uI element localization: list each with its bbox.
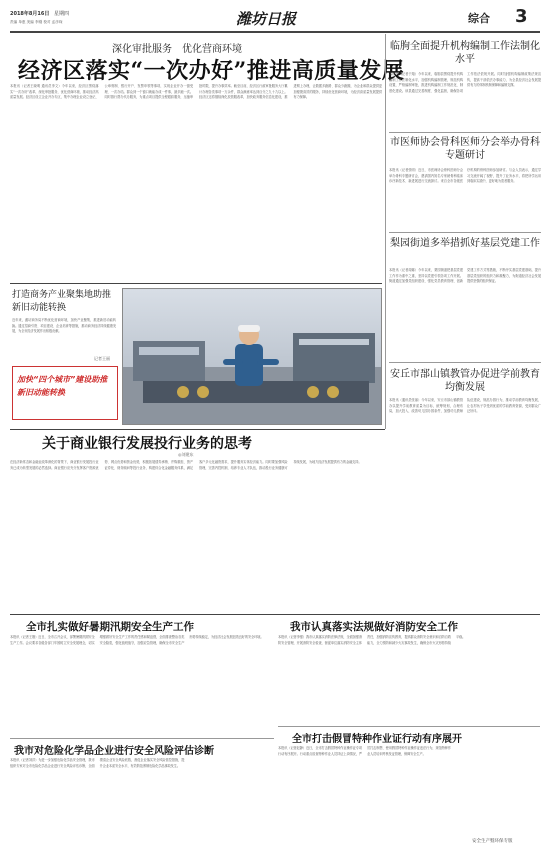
divider [389,232,541,233]
bottom-story-1-body: 本报讯（记者王刚）近日，全市召开会议，部署暑期汛期安全生产工作。会议要求各级各部门牢固树立安全发展理念，切实增强做好安全生产工作的责任感和紧迫感，全面排查整治各类安全隐患，强化值班值守，加强应急管理，确保全市安全生产形势持续稳定，为经济社会发展创造良好的安全环境。 [10,635,264,645]
right-story-2-body: 本报讯（记者张明）近日，市医师协会骨科医师分会举办骨科专题研讨会，邀请国内知名专家就骨科临床诊疗新技术、新进展进行交流探讨。来自全市各级医疗机构的骨科医师参加研讨。与会人员表示，通过学习交流开阔了视野，提升了业务水平，将把所学运用到临床实践中，更好地为患者服务。 [389,168,541,184]
middle-story-headline: 关于商业银行发展投行业务的思考 [42,436,252,452]
divider [385,34,386,429]
left-box-body: 近年来，潍坊商务局不断优化营商环境，加快产业聚集，推进新旧动能转换。通过招商引资、项目建设、企业培育等措施，推动商务经济持续健康发展，为全市经济发展作出积极贡献。 [12,318,116,334]
bottom-story-4-headline: 全市打击假冒特种作业证行动有序展开 [292,734,462,745]
divider [10,283,382,284]
issue-weekday: 星期四 [54,11,70,17]
bottom-story-3-headline: 我市对危险化学品企业进行安全风险评估诊断 [14,746,214,757]
bottom-story-1-headline: 全市扎实做好暑期汛期安全生产工作 [26,621,194,633]
right-story-1-headline: 临朐全面提升机构编制工作法制化水平 [390,41,540,65]
page-number: 3 [515,6,528,27]
footer-note: 安全生产暨环保专版 [472,839,513,844]
top-story-kicker: 深化审批服务 优化营商环境 [112,44,242,55]
bottom-story-4-body: 本报讯（记者赵静）近日，全市打击假冒特种作业操作证专项行动有序展开。行动重点检查特种作业人员持证上岗情况，严厉打击制售、使用假冒特种作业操作证违法行为，规范特种作业人员培训考核发证管理，保障安全生产。 [278,746,451,756]
top-story-headline: 经济区落实“一次办好”推进高质量发展 [18,58,405,84]
bottom-story-2-headline: 我市认真落实法规做好消防安全工作 [290,621,458,633]
section-title: 综合 [468,12,490,25]
right-story-3-headline: 梨园街道多举措抓好基层党建工作 [390,238,540,249]
top-story-body: 本报讯（记者王晓明 通讯员李文）今年以来，经济区围绕落实“一次办好”改革，深化审批服务，优化营商环境，推动经济高质量发展。经济区设立企业开办专区，集中办理企业设立登记、公章刻制、银行开户、发票申领等事项，实现企业开办一窗受理、一次办结。群众到一个窗口就能办成一件事，最多跑一次。同时推行帮办代办服务，为重点项目提供全程跟踪服务，压缩审批时限，提升办事效率。截至目前，经济区行政审批服务大厅累计办理各类事项一万余件，群众满意率达到百分之九十九以上。经济区还将继续深化放管服改革，加快政务服务信息化建设，推进网上办理，让数据多跑路、群众少跑腿，为企业和群众提供更加便捷高效的服务，持续优化营商环境，为经济高质量发展提供有力保障。 [10,84,382,100]
left-box-byline: 记者王丽 [94,356,110,361]
right-story-4-body: 本报讯（通讯员张丽）今年以来，安丘市郚山镇教管办以提升学前教育质量为目标，统筹规划，合理布局，加大投入，改善幼儿园办园条件，加强幼儿教师队伍建设，规范办园行为，推动学前教育均衡发展，让农村孩子享受到优质的学前教育资源，受到群众广泛好评。 [389,398,541,414]
right-story-2-headline: 市医师协会骨科医师分会举办骨科专题研讨 [390,137,540,161]
right-story-1-body: 本报讯（记者于翔）今年以来，临朐县围绕提升机构编制工作法制化水平，加强机构编制管理，规范机构设置，严格编制审批，推进机构编制工作规范化、制度化建设。该县通过完善制度、强化监督，确保各项工作依法依规开展。同时加强机构编制政策法规宣传，提高干部依法办事能力，为全县经济社会发展提供有力的体制机制保障和编制支撑。 [389,72,541,93]
divider [389,132,541,133]
paper-name: 潍坊日报 [236,10,297,28]
divider [10,738,274,739]
right-story-4-headline: 安丘市郚山镇教管办促进学前教育均衡发展 [390,369,540,393]
right-story-3-body: 本报讯（记者周娜）今年以来，梨园街道把基层党建工作作为重中之重，坚持以党建引领各项工作开展。街道通过加强党组织建设、强化党员教育管理、创新党建工作方式等措施，不断夯实基层党建基础，提升基层党组织的组织力和凝聚力，为街道经济社会发展提供坚强的组织保证。 [389,268,541,284]
factory-photo-illustration [123,289,381,424]
masthead [10,8,540,30]
issue-date: 2018年8月16日 [10,11,50,17]
bottom-story-3-body: 本报讯（记者刘洋）为进一步加强危险化学品安全管理，我市组织专家对全市危险化学品企业进行安全风险评估诊断，全面摸清企业安全风险底数，督促企业落实安全风险管控措施，提升企业本质安全水平，有效防范遏制危险化学品事故发生。 [10,758,185,768]
campaign-banner [12,366,118,420]
factory-photo [122,288,382,425]
editor-credits: 责编 单惠 美编 李刚 校对 孟彦琛 [10,20,63,24]
divider [278,726,540,727]
banner-text: 加快“四个城市”建设助推新旧动能转换 [17,375,108,397]
divider [389,362,541,363]
divider [10,614,540,615]
middle-story-byline: ◎刘建东 [178,452,194,457]
divider [10,429,385,430]
left-box-headline: 打造商务产业聚集地助推新旧动能转换 [12,290,112,313]
bottom-story-2-body: 本报讯（记者李强）我市认真落实消防法律法规，全面加强消防安全管理，开展消防安全检查，督促单位落实消防安全主体责任，加强消防宣传教育，提高群众消防安全意识和自防自救能力，全力预防和减少火灾事故发生，确保全市火灾形势持续平稳。 [278,635,466,645]
middle-story-body: 在经济新常态和金融业改革深化的背景下，商业银行发展投行业务已成为转型发展的必然选择。商业银行应充分发挥客户资源优势、网点优势和资金优势，积极拓展债券承销、并购重组、资产证券化、财务顾问等投行业务，构建综合化金融服务体系，满足客户多元化融资需求，提升服务实体经济能力。同时要加强风险管理，完善内控机制，培养专业人才队伍，推动投行业务健康可持续发展，为地方经济发展提供有力的金融支持。 [10,460,362,470]
masthead-rule [10,31,540,33]
